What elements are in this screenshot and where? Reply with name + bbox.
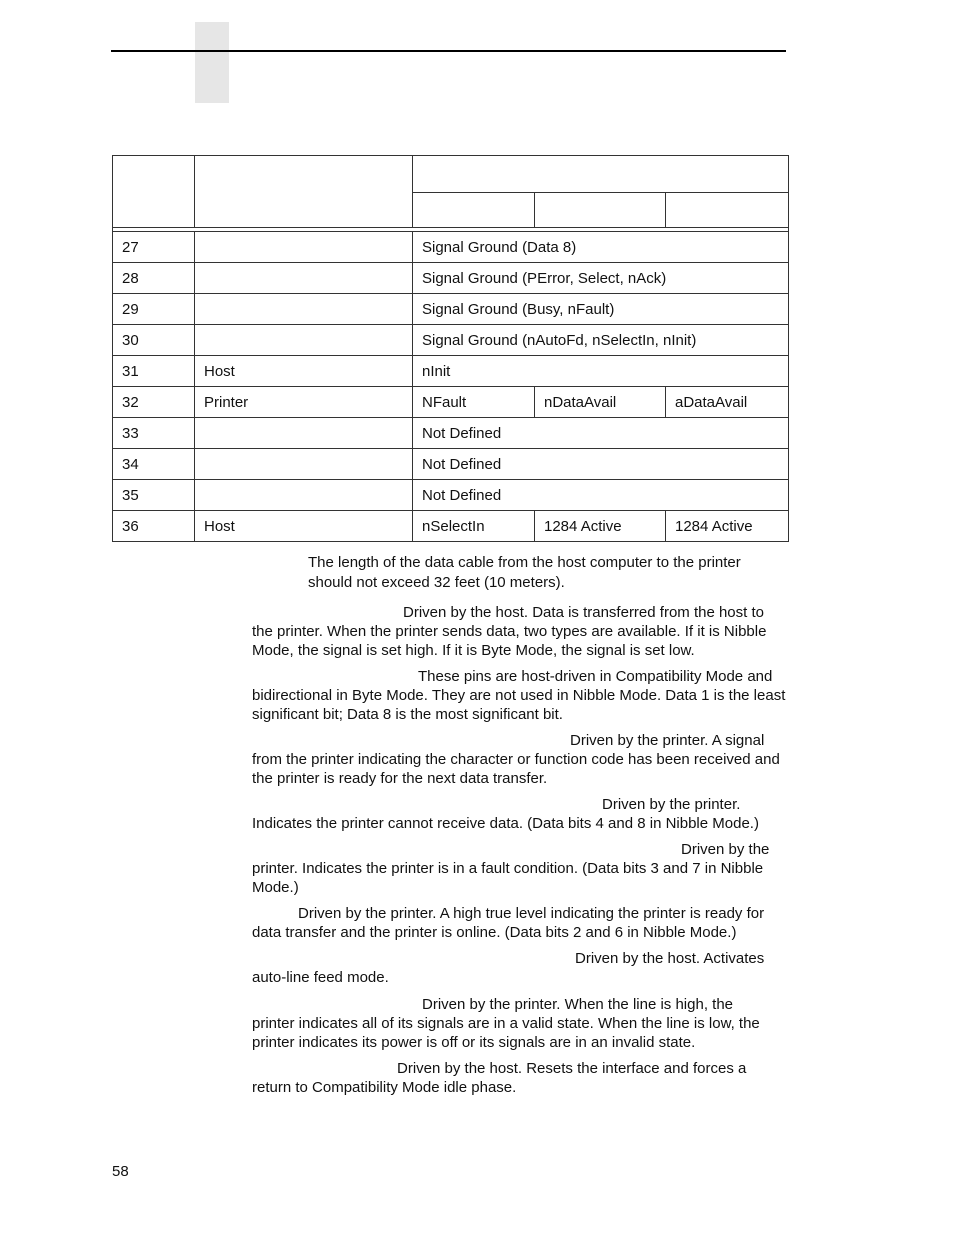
pin-header — [113, 156, 195, 228]
table-row — [113, 387, 789, 418]
pin-number-cell: 33 — [113, 418, 195, 449]
description-lead: Driven by the printer. A signal — [570, 732, 765, 749]
byte-signal-cell: aDataAvail — [666, 387, 789, 418]
description-lead: Driven by the printer. — [602, 796, 741, 813]
byte-signal-cell: 1284 Active — [666, 511, 789, 542]
signal-source-cell: Printer — [195, 387, 413, 418]
nibble-signal-cell: nDataAvail — [535, 387, 666, 418]
table-row — [113, 325, 789, 356]
description-text: bidirectional in Byte Mode. They are not used in Nibble Mode. Data 1 is the least significant bit; Data 8 is the most significant bit. — [252, 687, 786, 723]
signal-source-cell: Host — [195, 356, 413, 387]
description-paragraph — [252, 904, 786, 942]
description-lead: Driven by the host. Data is transferred from the host to — [403, 604, 764, 621]
description-text: from the printer indicating the character or function code has been received and the printer is ready for the next data transfer. — [252, 751, 780, 787]
description-paragraph — [252, 840, 786, 897]
table-row — [113, 418, 789, 449]
table-row — [113, 449, 789, 480]
table-row — [113, 263, 789, 294]
description-lead: Driven by the printer. A high true level indicating the printer is ready for — [298, 905, 765, 922]
cable-length-note: The length of the data cable from the host computer to the printer should not exceed 32 feet (10 meters). — [308, 554, 741, 591]
signal-name-cell: Signal Ground (PError, Select, nAck) — [413, 263, 789, 294]
description-text: data transfer and the printer is online. (Data bits 2 and 6 in Nibble Mode.) — [252, 924, 737, 941]
table-row — [113, 232, 789, 263]
byte-mode-header — [666, 193, 789, 228]
table-row — [113, 511, 789, 542]
signal-source-cell — [195, 232, 413, 263]
pin-number-cell: 34 — [113, 449, 195, 480]
description-lead: Driven by the host. Resets the interface and forces a — [397, 1060, 747, 1077]
signal-name-cell: Signal Ground (Busy, nFault) — [413, 294, 789, 325]
description-paragraph — [252, 995, 786, 1052]
signal-name-cell: Not Defined — [413, 480, 789, 511]
page-number: 58 — [112, 1163, 129, 1180]
description-lead: Driven by the printer. When the line is high, the — [422, 996, 734, 1013]
source-header — [195, 156, 413, 228]
signal-source-cell — [195, 263, 413, 294]
compat-mode-header — [413, 193, 535, 228]
description-text: return to Compatibility Mode idle phase. — [252, 1079, 517, 1096]
pin-number-cell: 31 — [113, 356, 195, 387]
description-lead: Driven by the — [681, 841, 770, 858]
signal-name-cell: Not Defined — [413, 418, 789, 449]
pin-table — [112, 155, 789, 542]
pin-rows — [113, 232, 789, 542]
table-row — [113, 480, 789, 511]
signal-source-cell: Host — [195, 511, 413, 542]
signal-source-cell — [195, 449, 413, 480]
description-text: printer. Indicates the printer is in a fault condition. (Data bits 3 and 7 in Nibble Mode.) — [252, 860, 764, 896]
nibble-signal-cell: 1284 Active — [535, 511, 666, 542]
signal-name-cell: Not Defined — [413, 449, 789, 480]
pin-number-cell: 32 — [113, 387, 195, 418]
pin-number-cell: 35 — [113, 480, 195, 511]
signal-name-cell: Signal Ground (Data 8) — [413, 232, 789, 263]
chapter-tab — [195, 22, 229, 103]
compat-signal-cell: NFault — [413, 387, 535, 418]
table-row — [113, 356, 789, 387]
description-paragraph — [252, 731, 786, 788]
pin-number-cell: 28 — [113, 263, 195, 294]
description-text: Indicates the printer cannot receive data. (Data bits 4 and 8 in Nibble Mode.) — [252, 815, 759, 832]
pin-number-cell: 29 — [113, 294, 195, 325]
nibble-mode-header — [535, 193, 666, 228]
signal-source-cell — [195, 480, 413, 511]
description-text: printer indicates all of its signals are in a valid state. When the line is low, the printer indicates its power is off or its signals are in an invalid state. — [252, 1015, 760, 1051]
description-paragraph — [252, 603, 786, 660]
signal-name-cell: Signal Ground (nAutoFd, nSelectIn, nInit) — [413, 325, 789, 356]
header-rule — [111, 50, 786, 52]
description-paragraph — [252, 949, 786, 987]
signal-source-cell — [195, 325, 413, 356]
pin-number-cell: 30 — [113, 325, 195, 356]
description-lead: Driven by the host. Activates — [575, 950, 765, 967]
signal-source-cell — [195, 294, 413, 325]
signal-name-cell: nInit — [413, 356, 789, 387]
signal-header — [413, 156, 789, 193]
table-row — [113, 294, 789, 325]
compat-signal-cell: nSelectIn — [413, 511, 535, 542]
description-paragraph — [252, 1059, 786, 1097]
pin-number-cell: 36 — [113, 511, 195, 542]
description-lead: These pins are host-driven in Compatibility Mode and — [418, 668, 773, 685]
description-paragraph — [252, 795, 786, 833]
description-text: auto-line feed mode. — [252, 969, 389, 986]
description-paragraph — [252, 667, 786, 724]
signal-source-cell — [195, 418, 413, 449]
description-text: the printer. When the printer sends data, two types are available. If it is Nibble Mode, the signal is set high. If it is Byte Mode, the signal is set low. — [252, 623, 767, 659]
pin-number-cell: 27 — [113, 232, 195, 263]
